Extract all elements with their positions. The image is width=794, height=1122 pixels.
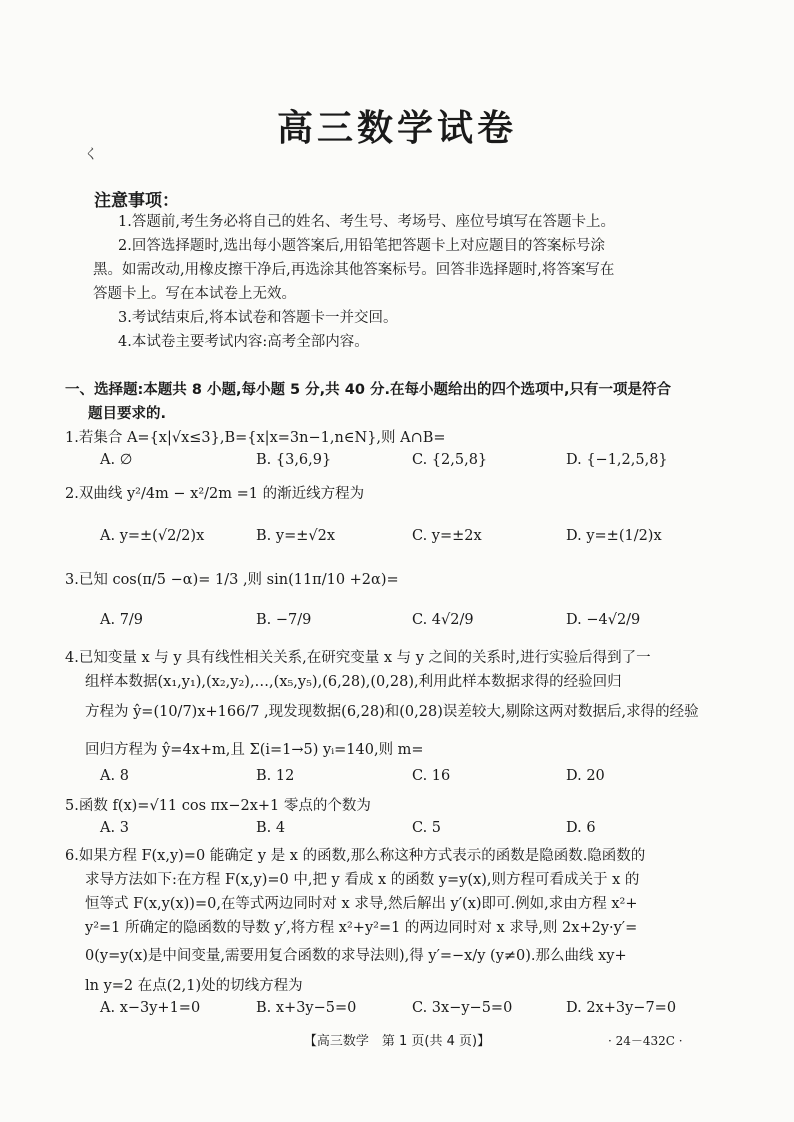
q1-option-c: C. {2,5,8} [412,452,488,468]
q2-option-d: D. y=±(1/2)x [566,528,662,544]
q5-option-d: D. 6 [566,820,596,836]
q4-option-c: C. 16 [412,768,451,784]
question-4-line: 组样本数据(x₁,y₁),(x₂,y₂),…,(x₅,y₅),(6,28),(0,28),利用此样本数据求得的经验回归 [85,674,622,690]
question-6-line: y²=1 所确定的隐函数的导数 y′,将方程 x²+y²=1 的两边同时对 x 求导,则 2x+2y·y′= [85,920,638,936]
q3-option-c: C. 4√2/9 [412,612,474,628]
question-4-line: 4.已知变量 x 与 y 具有线性相关关系,在研究变量 x 与 y 之间的关系时,进行实验后得到了一 [65,650,651,666]
q5-option-b: B. 4 [256,820,286,836]
q1-option-b: B. {3,6,9} [256,452,332,468]
q2-option-c: C. y=±2x [412,528,482,544]
q2-option-a: A. y=±(√2/2)x [100,528,205,544]
question-4-line: 方程为 ŷ=(10/7)x+166/7 ,现发现数据(6,28)和(0,28)误差较大,剔除这两对数据后,求得的经验 [85,704,699,720]
question-4-line: 回归方程为 ŷ=4x+m,且 Σ(i=1→5) yᵢ=140,则 m= [85,742,424,758]
q1-option-a: A. ∅ [100,452,133,468]
q3-option-d: D. −4√2/9 [566,612,641,628]
q6-option-a: A. x−3y+1=0 [100,1000,201,1016]
question-6-line: ln y=2 在点(2,1)处的切线方程为 [85,978,303,994]
notice-line: 3.考试结束后,将本试卷和答题卡一并交回。 [118,310,398,326]
q5-option-c: C. 5 [412,820,442,836]
question-5-stem: 5.函数 f(x)=√11 cos πx−2x+1 零点的个数为 [65,798,371,814]
q2-option-b: B. y=±√2x [256,528,336,544]
section-heading: 一、选择题:本题共 8 小题,每小题 5 分,共 40 分.在每小题给出的四个选项中,只有一项是符合 [65,382,671,398]
notice-heading: 注意事项： [94,191,179,211]
notice-line: 黑。如需改动,用橡皮擦干净后,再选涂其他答案标号。回答非选择题时,将答案写在 [93,262,615,278]
question-3-stem: 3.已知 cos(π/5 −α)= 1/3 ,则 sin(11π/10 +2α)= [65,572,399,588]
question-6-line: 恒等式 F(x,y(x))=0,在等式两边同时对 x 求导,然后解出 y′(x)即可.例如,求由方程 x²+ [85,896,638,912]
notice-line: 答题卡上。写在本试卷上无效。 [93,286,296,302]
q5-option-a: A. 3 [100,820,129,836]
exam-title: 高三数学试卷 [276,108,517,149]
q4-option-b: B. 12 [256,768,295,784]
q4-option-d: D. 20 [566,768,605,784]
q3-option-a: A. 7/9 [100,612,144,628]
q6-option-d: D. 2x+3y−7=0 [566,1000,677,1016]
corner-mark: く [84,147,98,163]
page-footer: 【高三数学 第 1 页(共 4 页)】 [303,1034,491,1049]
q4-option-a: A. 8 [100,768,129,784]
notice-line: 4.本试卷主要考试内容:高考全部内容。 [118,334,369,350]
question-2-stem: 2.双曲线 y²/4m − x²/2m =1 的渐近线方程为 [65,486,365,502]
q6-option-b: B. x+3y−5=0 [256,1000,357,1016]
q1-option-d: D. {−1,2,5,8} [566,452,668,468]
question-6-line: 0(y=y(x)是中间变量,需要用复合函数的求导法则),得 y′=−x/y (y≠0).那么曲线 xy+ [85,948,627,964]
section-heading-cont: 题目要求的. [88,406,167,422]
question-6-line: 6.如果方程 F(x,y)=0 能确定 y 是 x 的函数,那么称这种方式表示的函数是隐函数.隐函数的 [65,848,646,864]
notice-line: 2.回答选择题时,选出每小题答案后,用铅笔把答题卡上对应题目的答案标号涂 [118,238,606,254]
q3-option-b: B. −7/9 [256,612,312,628]
paper-code: · 24－432C · [608,1034,683,1048]
question-6-line: 求导方法如下:在方程 F(x,y)=0 中,把 y 看成 x 的函数 y=y(x),则方程可看成关于 x 的 [85,872,640,888]
q6-option-c: C. 3x−y−5=0 [412,1000,513,1016]
notice-line: 1.答题前,考生务必将自己的姓名、考生号、考场号、座位号填写在答题卡上。 [118,214,615,230]
question-1-stem: 1.若集合 A={x|√x≤3},B={x|x=3n−1,n∈N},则 A∩B= [65,430,446,446]
